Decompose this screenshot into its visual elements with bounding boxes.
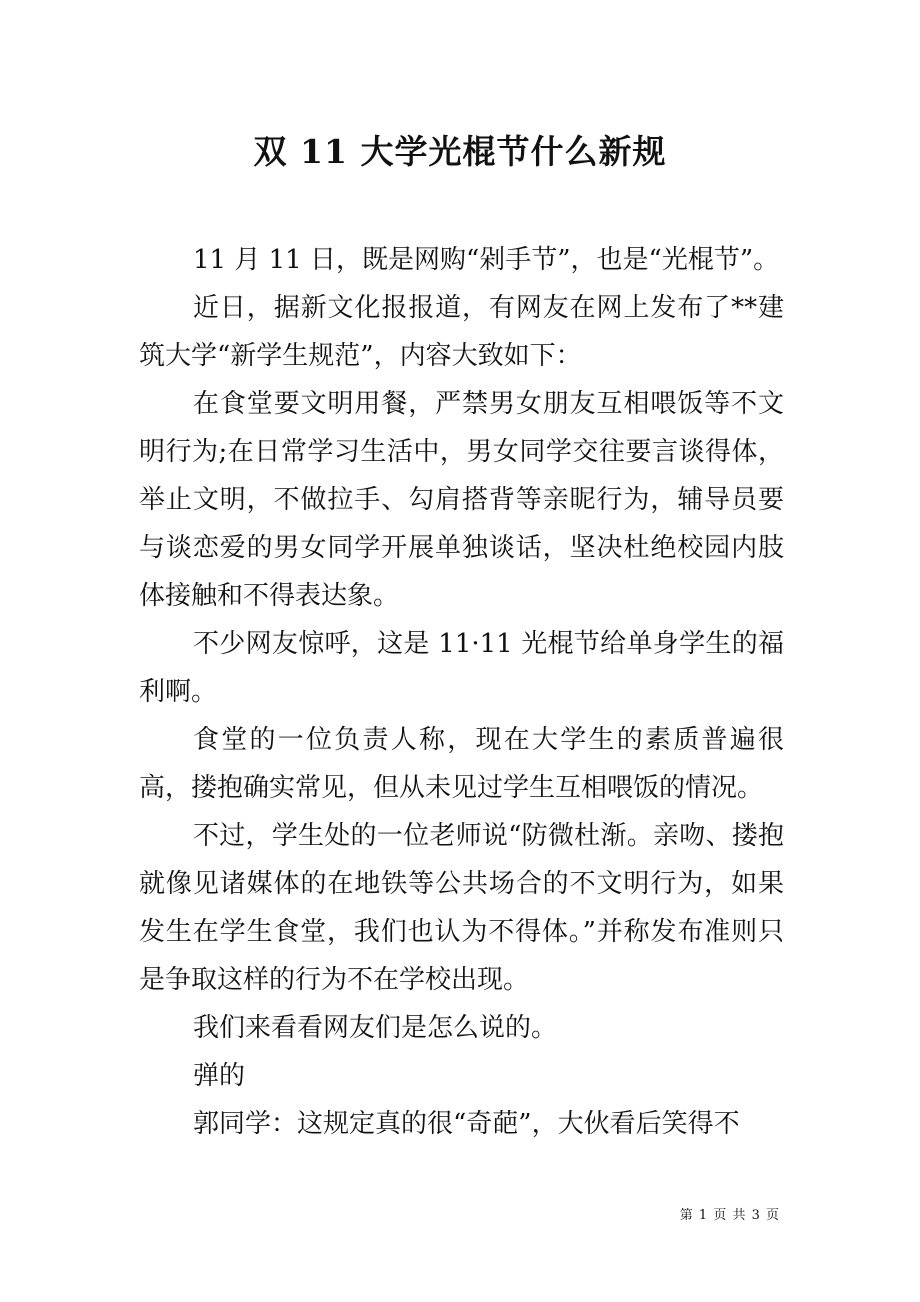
paragraph: 郭同学：这规定真的很“奇葩”，大伙看后笑得不 xyxy=(193,1109,740,1139)
paragraph: 在食堂要文明用餐，严禁男女朋友互相喂饭等不文明行为;在日常学习生活中，男女同学交往要言谈得体，举止文明，不做拉手、勾肩搭背等亲昵行为，辅导员要与谈恋爱的男女同学开展单独谈话，坚决杜绝校园内肢体接触和不得表达象。 xyxy=(139,389,784,611)
paragraph: 食堂的一位负责人称，现在大学生的素质普遍很高，搂抱确实常见，但从未见过学生互相喂饭的情况。 xyxy=(139,725,784,803)
paragraph: 我们来看看网友们是怎么说的。 xyxy=(193,1013,558,1043)
paragraph: 不少网友惊呼，这是 11·11 光棍节给单身学生的福利啊。 xyxy=(139,629,784,707)
document-body xyxy=(139,236,784,1148)
paragraph: 近日，据新文化报报道，有网友在网上发布了**建筑大学“新学生规范”，内容大致如下： xyxy=(139,293,784,371)
page-number-footer: 第 1 页 共 3 页 xyxy=(679,1208,780,1223)
paragraph: 不过，学生处的一位老师说“防微杜渐。亲吻、搂抱 就像见诸媒体的在地铁等公共场合的不文明行为，如果发生在学生食堂，我们也认为不得体。”并称发布准则只是争取这样的行为不在学校出现。 xyxy=(139,821,784,995)
document-title: 双 11 大学光棍节什么新规 xyxy=(253,132,667,171)
paragraph: 11 月 11 日，既是网购“剁手节”，也是“光棍节”。 xyxy=(193,245,780,275)
paragraph: 弹的 xyxy=(193,1061,246,1091)
